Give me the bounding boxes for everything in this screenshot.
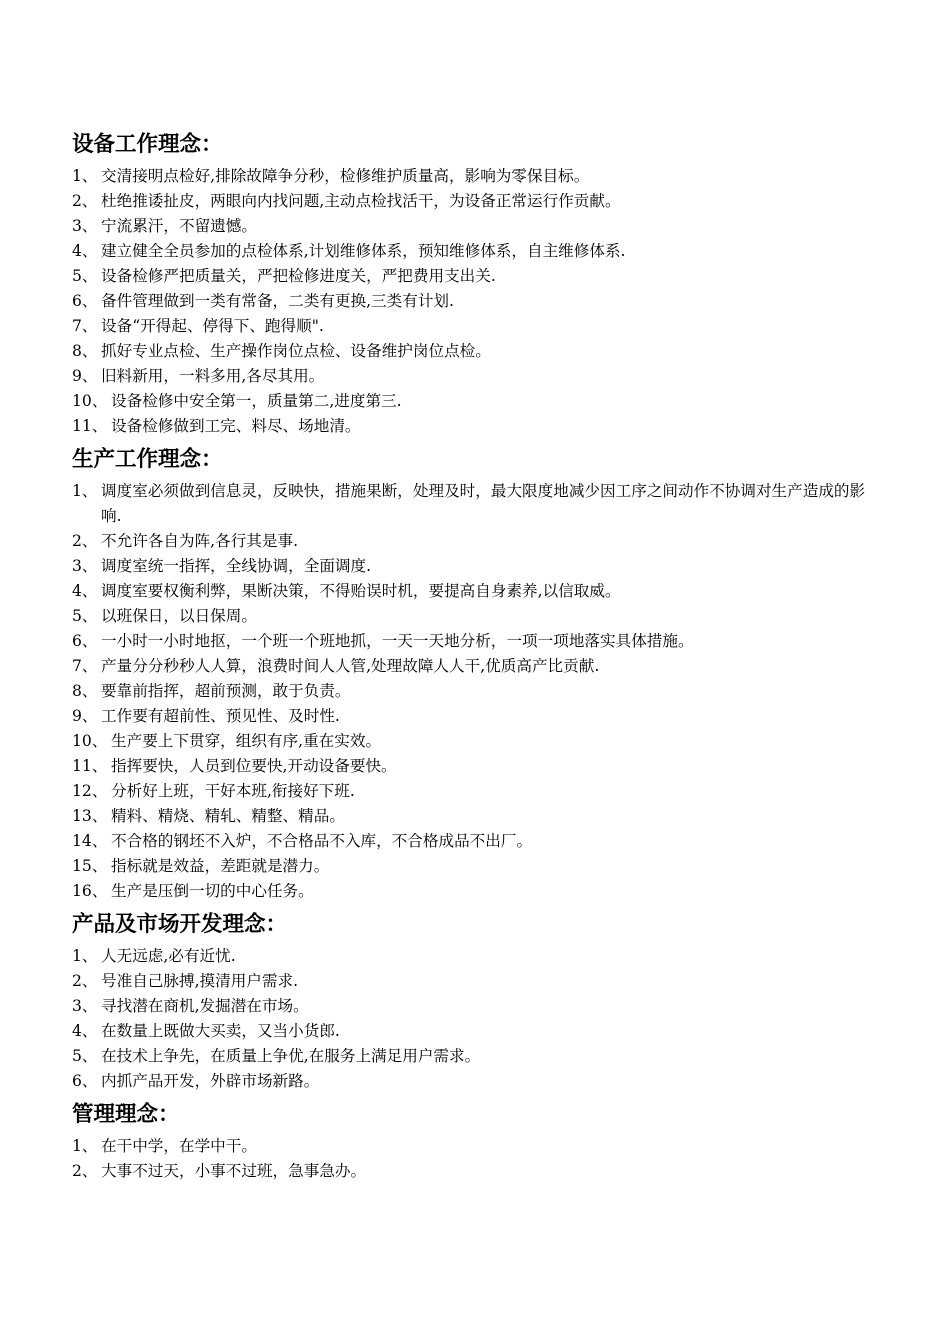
item-number: 11、 [72, 757, 108, 775]
list-item [72, 1069, 882, 1094]
item-text: 在技术上争先，在质量上争优,在服务上满足用户需求。 [101, 1047, 481, 1065]
item-text: 设备检修严把质量关，严把检修进度关，严把费用支出关. [101, 267, 496, 285]
item-number: 5、 [72, 607, 98, 625]
item-number: 8、 [72, 342, 98, 360]
list-item [72, 944, 882, 969]
item-number: 16、 [72, 882, 108, 900]
item-number: 12、 [72, 782, 108, 800]
item-text: 产量分分秒秒人人算，浪费时间人人管,处理故障人人干,优质高产比贡献. [101, 657, 600, 675]
item-number: 14、 [72, 832, 108, 850]
item-text: 旧料新用，一料多用,各尽其用。 [101, 367, 325, 385]
item-text: 大事不过天，小事不过班，急事急办。 [101, 1162, 367, 1180]
item-number: 1、 [72, 167, 98, 185]
item-number: 2、 [72, 1162, 98, 1180]
list-item [72, 654, 882, 679]
list-item [72, 214, 882, 239]
list-item [72, 829, 882, 854]
item-number: 2、 [72, 972, 98, 990]
list-item [72, 479, 882, 529]
item-text: 在数量上既做大买卖，又当小货郎. [101, 1022, 340, 1040]
item-text: 号准自己脉搏,摸清用户需求. [101, 972, 299, 990]
list-item [72, 389, 882, 414]
item-text: 内抓产品开发，外辟市场新路。 [101, 1072, 320, 1090]
item-number: 9、 [72, 707, 98, 725]
list-item [72, 529, 882, 554]
list-item [72, 704, 882, 729]
item-text: 以班保日，以日保周。 [101, 607, 257, 625]
list-item [72, 629, 882, 654]
item-text: 不合格的钢坯不入炉，不合格品不入库，不合格成品不出厂。 [111, 832, 533, 850]
item-text: 不允许各自为阵,各行其是事. [101, 532, 299, 550]
item-number: 2、 [72, 532, 98, 550]
item-number: 4、 [72, 1022, 98, 1040]
item-number: 9、 [72, 367, 98, 385]
list-item [72, 994, 882, 1019]
section-equipment [72, 130, 882, 439]
list-item [72, 969, 882, 994]
item-number: 7、 [72, 657, 98, 675]
item-text: 工作要有超前性、预见性、及时性. [101, 707, 340, 725]
item-text: 指挥要快，人员到位要快,开动设备要快。 [111, 757, 397, 775]
item-text: 生产要上下贯穿，组织有序,重在实效。 [111, 732, 382, 750]
list-item [72, 804, 882, 829]
list-item [72, 314, 882, 339]
list-item [72, 339, 882, 364]
item-text: 设备检修中安全第一，质量第二,进度第三. [111, 392, 402, 410]
list-item [72, 579, 882, 604]
list-item [72, 604, 882, 629]
item-number: 4、 [72, 242, 98, 260]
item-number: 6、 [72, 1072, 98, 1090]
item-text: 一小时一小时地抠，一个班一个班地抓，一天一天地分析，一项一项地落实具体措施。 [101, 632, 694, 650]
list-item [72, 754, 882, 779]
item-number: 10、 [72, 732, 108, 750]
item-number: 3、 [72, 557, 98, 575]
item-number: 7、 [72, 317, 98, 335]
item-text: 交清接明点检好,排除故障争分秒，检修维护质量高，影响为零保目标。 [101, 167, 590, 185]
item-number: 6、 [72, 292, 98, 310]
section-title: 设备工作理念： [72, 132, 223, 157]
list-item [72, 554, 882, 579]
item-text: 调度室必须做到信息灵，反映快，措施果断，处理及时，最大限度地减少因工序之间动作不协调对生产造成的影响. [101, 482, 866, 525]
section-title: 管理理念： [72, 1102, 180, 1127]
list-item [72, 1044, 882, 1069]
item-number: 10、 [72, 392, 108, 410]
item-number: 5、 [72, 1047, 98, 1065]
item-number: 1、 [72, 482, 98, 500]
list-item [72, 729, 882, 754]
item-text: 分析好上班，干好本班,衔接好下班. [111, 782, 355, 800]
item-text: 设备检修做到工完、料尽、场地清。 [111, 417, 361, 435]
item-text: 宁流累汗，不留遗憾。 [101, 217, 257, 235]
list-item [72, 1134, 882, 1159]
item-text: 要靠前指挥，超前预测，敢于负责。 [101, 682, 351, 700]
item-text: 寻找潜在商机,发掘潜在市场。 [101, 997, 309, 1015]
document-page [72, 130, 882, 1190]
item-text: 建立健全全员参加的点检体系,计划维修体系，预知维修体系，自主维修体系. [101, 242, 626, 260]
item-number: 1、 [72, 947, 98, 965]
list-item [72, 1159, 882, 1184]
item-text: 调度室要权衡利弊，果断决策，不得贻误时机，要提高自身素养,以信取威。 [101, 582, 621, 600]
list-item [72, 854, 882, 879]
list-item [72, 414, 882, 439]
section-title: 生产工作理念： [72, 447, 223, 472]
item-number: 4、 [72, 582, 98, 600]
item-text: 调度室统一指挥，全线协调，全面调度. [101, 557, 372, 575]
list-item [72, 679, 882, 704]
item-list [72, 164, 882, 439]
list-item [72, 264, 882, 289]
list-item [72, 289, 882, 314]
list-item [72, 879, 882, 904]
item-number: 1、 [72, 1137, 98, 1155]
item-list [72, 944, 882, 1094]
list-item [72, 164, 882, 189]
item-number: 8、 [72, 682, 98, 700]
item-text: 备件管理做到一类有常备，二类有更换,三类有计划. [101, 292, 454, 310]
list-item [72, 364, 882, 389]
item-number: 13、 [72, 807, 108, 825]
item-text: 人无远虑,必有近忧. [101, 947, 236, 965]
item-number: 11、 [72, 417, 108, 435]
item-number: 5、 [72, 267, 98, 285]
item-number: 2、 [72, 192, 98, 210]
section-title: 产品及市场开发理念： [72, 912, 288, 937]
item-number: 15、 [72, 857, 108, 875]
item-text: 杜绝推诿扯皮，两眼向内找问题,主动点检找活干，为设备正常运行作贡献。 [101, 192, 621, 210]
section-management [72, 1100, 882, 1184]
section-product-market [72, 910, 882, 1094]
item-text: 指标就是效益，差距就是潜力。 [111, 857, 330, 875]
item-text: 生产是压倒一切的中心任务。 [111, 882, 314, 900]
list-item [72, 239, 882, 264]
item-text: 抓好专业点检、生产操作岗位点检、设备维护岗位点检。 [101, 342, 491, 360]
item-list [72, 1134, 882, 1184]
item-list [72, 479, 882, 904]
item-number: 3、 [72, 997, 98, 1015]
item-number: 3、 [72, 217, 98, 235]
item-text: 在干中学，在学中干。 [101, 1137, 257, 1155]
item-text: 精料、精烧、精轧、精整、精品。 [111, 807, 345, 825]
list-item [72, 1019, 882, 1044]
item-number: 6、 [72, 632, 98, 650]
list-item [72, 189, 882, 214]
item-text: 设备“开得起、停得下、跑得顺". [101, 317, 324, 335]
list-item [72, 779, 882, 804]
section-production [72, 445, 882, 904]
